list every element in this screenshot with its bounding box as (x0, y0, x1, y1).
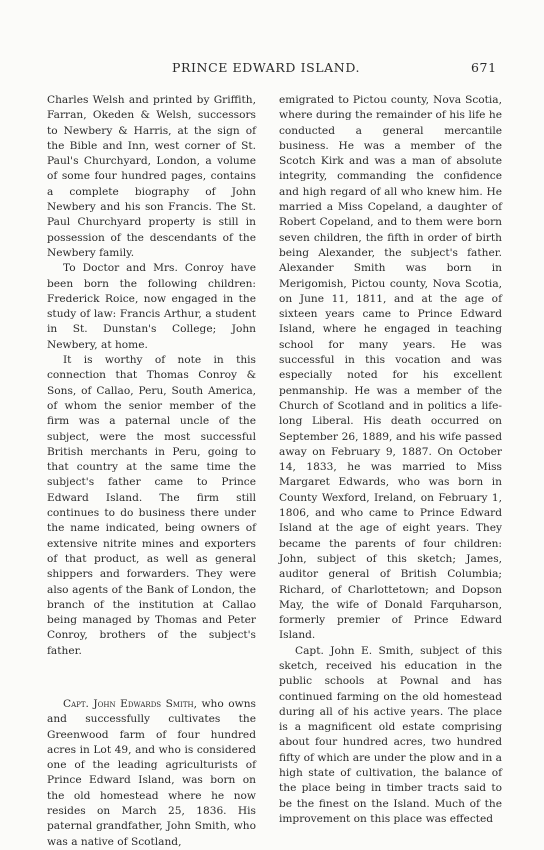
section-gap (47, 659, 256, 697)
page-number: 671 (471, 60, 497, 75)
left-column (47, 93, 256, 850)
running-title: PRINCE EDWARD ISLAND. (172, 60, 361, 75)
paragraph: Charles Welsh and printed by Griffith, Farran, Okeden & Welsh, successors to Newbery & Harris, at the sign of the Bible and Inn, west corner of St. Paul's Churchyard, London, a volume of some four hundred pages, contains a complete biography of John Newbery and his son Francis. The St. Paul Churchyard property is still in possession of the descendants of the Newbery family. (47, 94, 256, 259)
page-header (0, 60, 544, 80)
paragraph: emigrated to Pictou county, Nova Scotia, where during the remainder of his life he conducted a general mercantile business. He was a member of the Scotch Kirk and was a man of absolute integrity, commanding the confidence and high regard of all who knew him. He married a Miss Copeland, a daughter of Robert Copeland, and to them were born seven children, the fifth in order of birth being Alexander, the subject's father. Alexander Smith was born in Merigomish, Pictou county, Nova Scotia, on June 11, 1811, and at the age of sixteen years came to Prince Edward Island, where he engaged in teaching school for many years. He was successful in this vocation and was especially noted for his excellent penmanship. He was a member of the Church of Scotland and in politics a life-long Liberal. His death occurred on September 26, 1889, and his wife passed away on February 9, 1887. On October 14, 1833, he was married to Miss Margaret Edwards, who was born in County Wexford, Ireland, on February 1, 1806, and who came to Prince Edward Island at the age of eight years. They became the parents of four children: John, subject of this sketch; James, auditor general of British Columbia; Richard, of Charlottetown; and Dopson May, the wife of Donald Farquharson, formerly premier of Prince Edward Island. (279, 94, 502, 642)
paragraph: Capt. John E. Smith, subject of this sketch, received his education in the public schools at Pownal and has continued farming on the old homestead during all of his active years. The place is a magnificent old estate comprising about four hundred acres, two hundred fifty of which are under the plow and in a high state of cultivation, the balance of the place being in timber tracts said to be the finest on the Island. Much of the improvement on this place was effected (279, 644, 502, 825)
paragraph: It is worthy of note in this connection that Thomas Conroy & Sons, of Callao, Peru, South America, of whom the senior member of the firm was a paternal uncle of the subject, were the most successful British merchants in Peru, going to that country at the same time the subject's father came to Prince Edward Island. The firm still continues to do business there under the name indicated, being owners of extensive nitrite mines and exporters of that product, as well as general shippers and forwarders. They were also agents of the Bank of London, the branch of the institution at Callao being managed by Thomas and Peter Conroy, brothers of the subject's father. (47, 354, 256, 657)
biography-name: Capt. John Edwards Smith (63, 697, 194, 710)
paragraph-text: , who owns and successfully cultivates the Greenwood farm of four hundred acres in Lot 49, and who is considered one of the leading agriculturists of Prince Edward Island, was born on the old homestead where he now resides on March 25, 1836. His paternal grandfather, John Smith, who was a native of Scotland, (47, 697, 256, 848)
paragraph (47, 697, 256, 850)
right-column (279, 93, 502, 827)
paragraph: To Doctor and Mrs. Conroy have been born the following children: Frederick Roice, now engaged in the study of law: Francis Arthur, a student in St. Dunstan's College; John Newbery, at home. (47, 262, 256, 351)
